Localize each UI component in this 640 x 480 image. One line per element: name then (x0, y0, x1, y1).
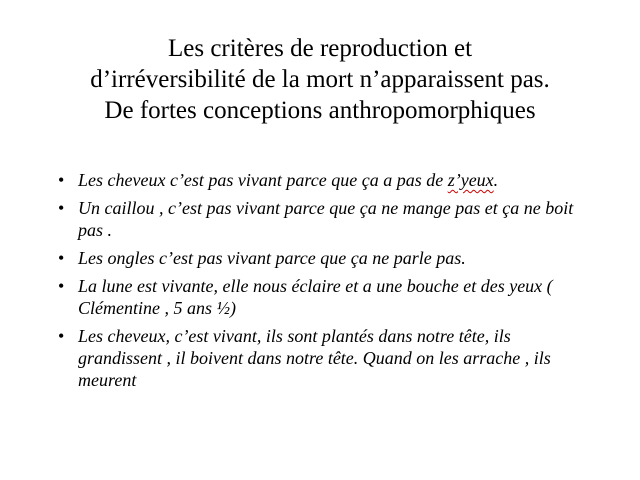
bullet-item-2 (58, 197, 598, 241)
bullet-item-4 (58, 275, 598, 319)
spellcheck-flagged-word: z’yeux (447, 170, 494, 190)
bullet-list (58, 169, 598, 397)
bullet-text-3: Les ongles c’est pas vivant parce que ça ne parle pas. (78, 248, 466, 268)
bullet-icon: • (58, 198, 65, 218)
bullet-icon: • (58, 276, 65, 296)
bullet-text-1-end: . (493, 170, 499, 190)
bullet-item-5 (58, 325, 598, 391)
bullet-text-2: Un caillou , c’est pas vivant parce que ça ne mange pas et ça ne boit pas . (78, 198, 574, 240)
bullet-icon: • (58, 248, 65, 268)
bullet-text-1 (78, 170, 498, 190)
slide-title (40, 33, 600, 126)
bullet-item-1 (58, 169, 598, 191)
slide-title-line-3: De fortes conceptions anthropomorphiques (104, 97, 536, 124)
bullet-text-5: Les cheveux, c’est vivant, ils sont plantés dans notre tête, ils grandissent , il boivent dans notre tête. Quand on les arrache , ils meurent (78, 326, 551, 390)
bullet-item-3 (58, 247, 598, 269)
slide-title-line-1: Les critères de reproduction et (167, 35, 473, 62)
bullet-text-4: La lune est vivante, elle nous éclaire et a une bouche et des yeux ( Clémentine , 5 ans ½) (78, 276, 553, 318)
bullet-icon: • (58, 326, 65, 346)
bullet-text-1-main: Les cheveux c’est pas vivant parce que ça a pas de (78, 170, 448, 190)
slide-title-line-2: d’irréversibilité de la mort n’apparaissent pas. (90, 66, 550, 93)
bullet-icon: • (58, 170, 65, 190)
